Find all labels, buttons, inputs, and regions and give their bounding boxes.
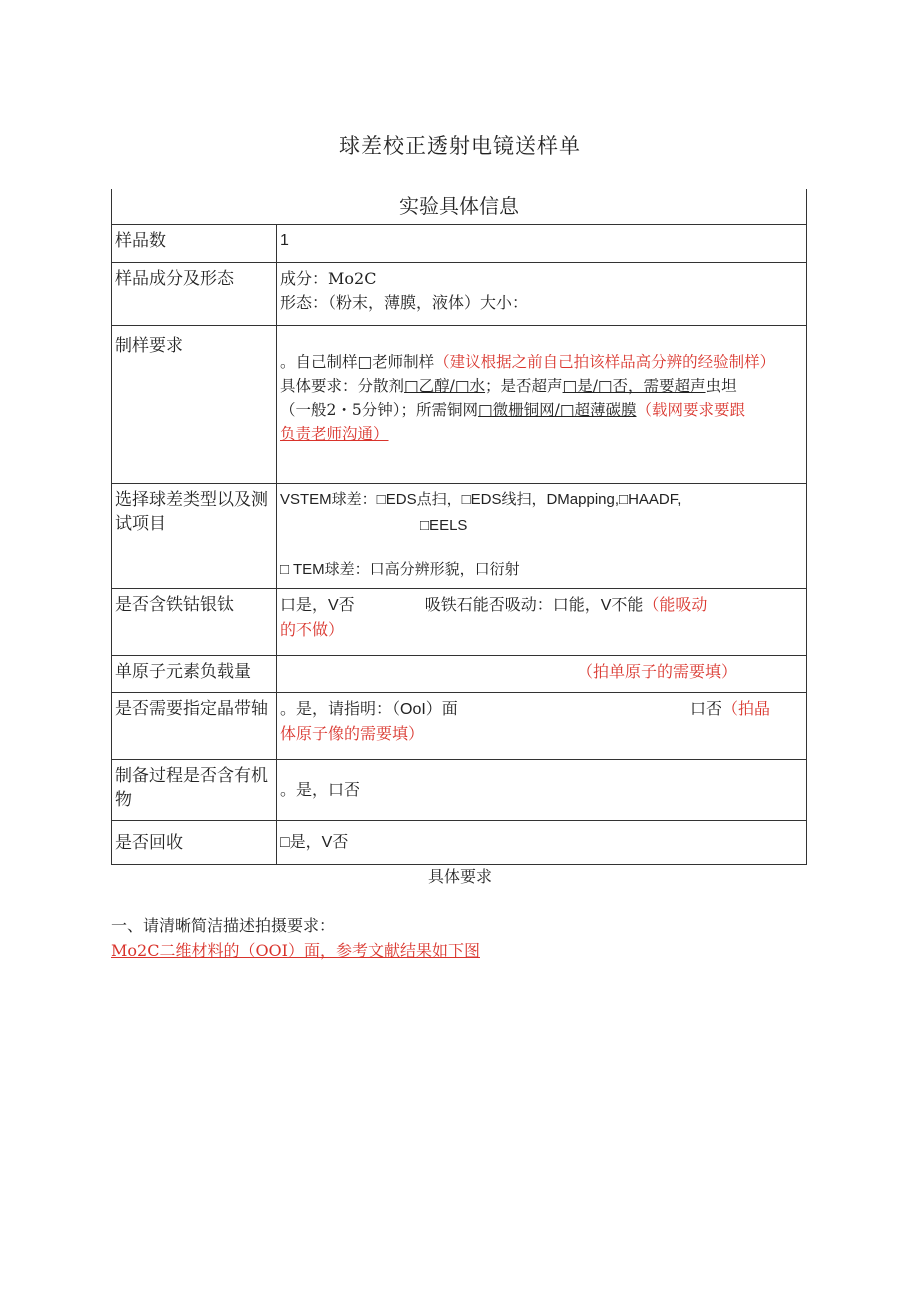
tem-options-line: □ TEM球差：口高分辨形貌，口衍射 xyxy=(280,560,520,578)
zone-axis-yes: 。是，请指明：（OoI）面 xyxy=(280,700,458,718)
row-sample-count xyxy=(112,224,807,262)
row-composition xyxy=(112,262,807,325)
document-title: 球差校正透射电镜送样单 xyxy=(339,134,581,158)
prep-dispersant-label: 具体要求：分散剂 xyxy=(280,376,405,395)
prep-line-2 xyxy=(280,374,803,398)
zone-axis-note: （拍晶 xyxy=(722,698,771,718)
row-zone-axis xyxy=(112,692,807,759)
zone-axis-no: 口否 xyxy=(690,698,723,718)
magnet-note-tail: 的不做） xyxy=(280,619,345,639)
zone-axis-label: 是否需要指定晶带轴 xyxy=(112,692,277,759)
composition-line: 成分：Mo2C xyxy=(280,268,377,288)
sample-form-table xyxy=(111,189,807,865)
recycle-label: 是否回收 xyxy=(112,820,277,864)
prep-grid-note: （载网要求要跟 xyxy=(636,400,746,419)
sample-count-value: 1 xyxy=(277,224,807,262)
row-single-atom xyxy=(112,655,807,692)
prep-ultrasound-label: ；是否超声 xyxy=(485,376,563,395)
type-value xyxy=(277,483,807,588)
metals-line-1 xyxy=(280,593,803,618)
prep-label: 制样要求 xyxy=(112,325,277,483)
section-heading: 实验具体信息 xyxy=(112,189,807,224)
composition-value xyxy=(277,262,807,325)
prep-value xyxy=(277,325,807,483)
magnet-note: （能吸动 xyxy=(643,594,708,614)
prep-suggestion: （建议根据之前自己拍该样品高分辨的经验制样） xyxy=(434,352,776,371)
row-metals xyxy=(112,588,807,655)
zone-axis-note-tail: 体原子像的需要填） xyxy=(280,723,425,743)
zone-axis-line-1 xyxy=(280,697,803,722)
metals-label: 是否含铁钴银钛 xyxy=(112,588,277,655)
prep-ultrasound-options: □是/□否，需要超声 xyxy=(562,376,706,395)
single-atom-label: 单原子元素负载量 xyxy=(112,655,277,692)
prep-line-3 xyxy=(280,398,803,422)
prep-ultrasound-tail: 虫坦 xyxy=(705,376,737,395)
prep-grid-note-tail: 负责老师沟通） xyxy=(280,424,389,443)
prep-line-1 xyxy=(280,350,803,374)
metals-value xyxy=(277,588,807,655)
stem-options-line: VSTEM球差：□EDS点扫，□EDS线扫，DMapping,□HAADF, xyxy=(280,490,682,508)
organic-value: 。是，口否 xyxy=(277,759,807,820)
row-prep xyxy=(112,325,807,483)
prep-dispersant-options: □乙醇/□水 xyxy=(404,376,486,395)
row-recycle xyxy=(112,820,807,864)
zone-axis-value xyxy=(277,692,807,759)
prep-duration-grid-label: （一般2・5分钟）；所需铜网 xyxy=(280,400,478,419)
organic-label: 制备过程是否含有机物 xyxy=(112,759,277,820)
prep-self-teacher: 。自己制样□老师制样 xyxy=(280,352,435,371)
morphology-line: 形态：（粉末，薄膜，液体）大小： xyxy=(280,292,529,312)
sample-count-label: 样品数 xyxy=(112,224,277,262)
magnet-question: 吸铁石能否吸动：口能，V不能 xyxy=(424,596,644,614)
type-label: 选择球差类型以及测试项目 xyxy=(112,483,277,588)
recycle-value: □是，V否 xyxy=(277,820,807,864)
composition-label: 样品成分及形态 xyxy=(112,262,277,325)
prep-grid-options: □微栅铜网/□超薄碳膜 xyxy=(477,400,637,419)
requirement-heading: 一、请清晰简洁描述拍摄要求： xyxy=(111,916,336,935)
eels-option: □EELS xyxy=(420,516,468,534)
metals-answer: 口是，V否 xyxy=(280,596,355,614)
prep-line-4 xyxy=(280,422,803,446)
requirement-text: Mo2C二维材料的（OOI）面，参考文献结果如下图 xyxy=(111,941,480,960)
zone-axis-no-group xyxy=(690,697,770,721)
row-type xyxy=(112,483,807,588)
row-organic xyxy=(112,759,807,820)
single-atom-note: （拍单原子的需要填） xyxy=(277,655,807,692)
specific-requirements-heading: 具体要求 xyxy=(427,867,492,886)
